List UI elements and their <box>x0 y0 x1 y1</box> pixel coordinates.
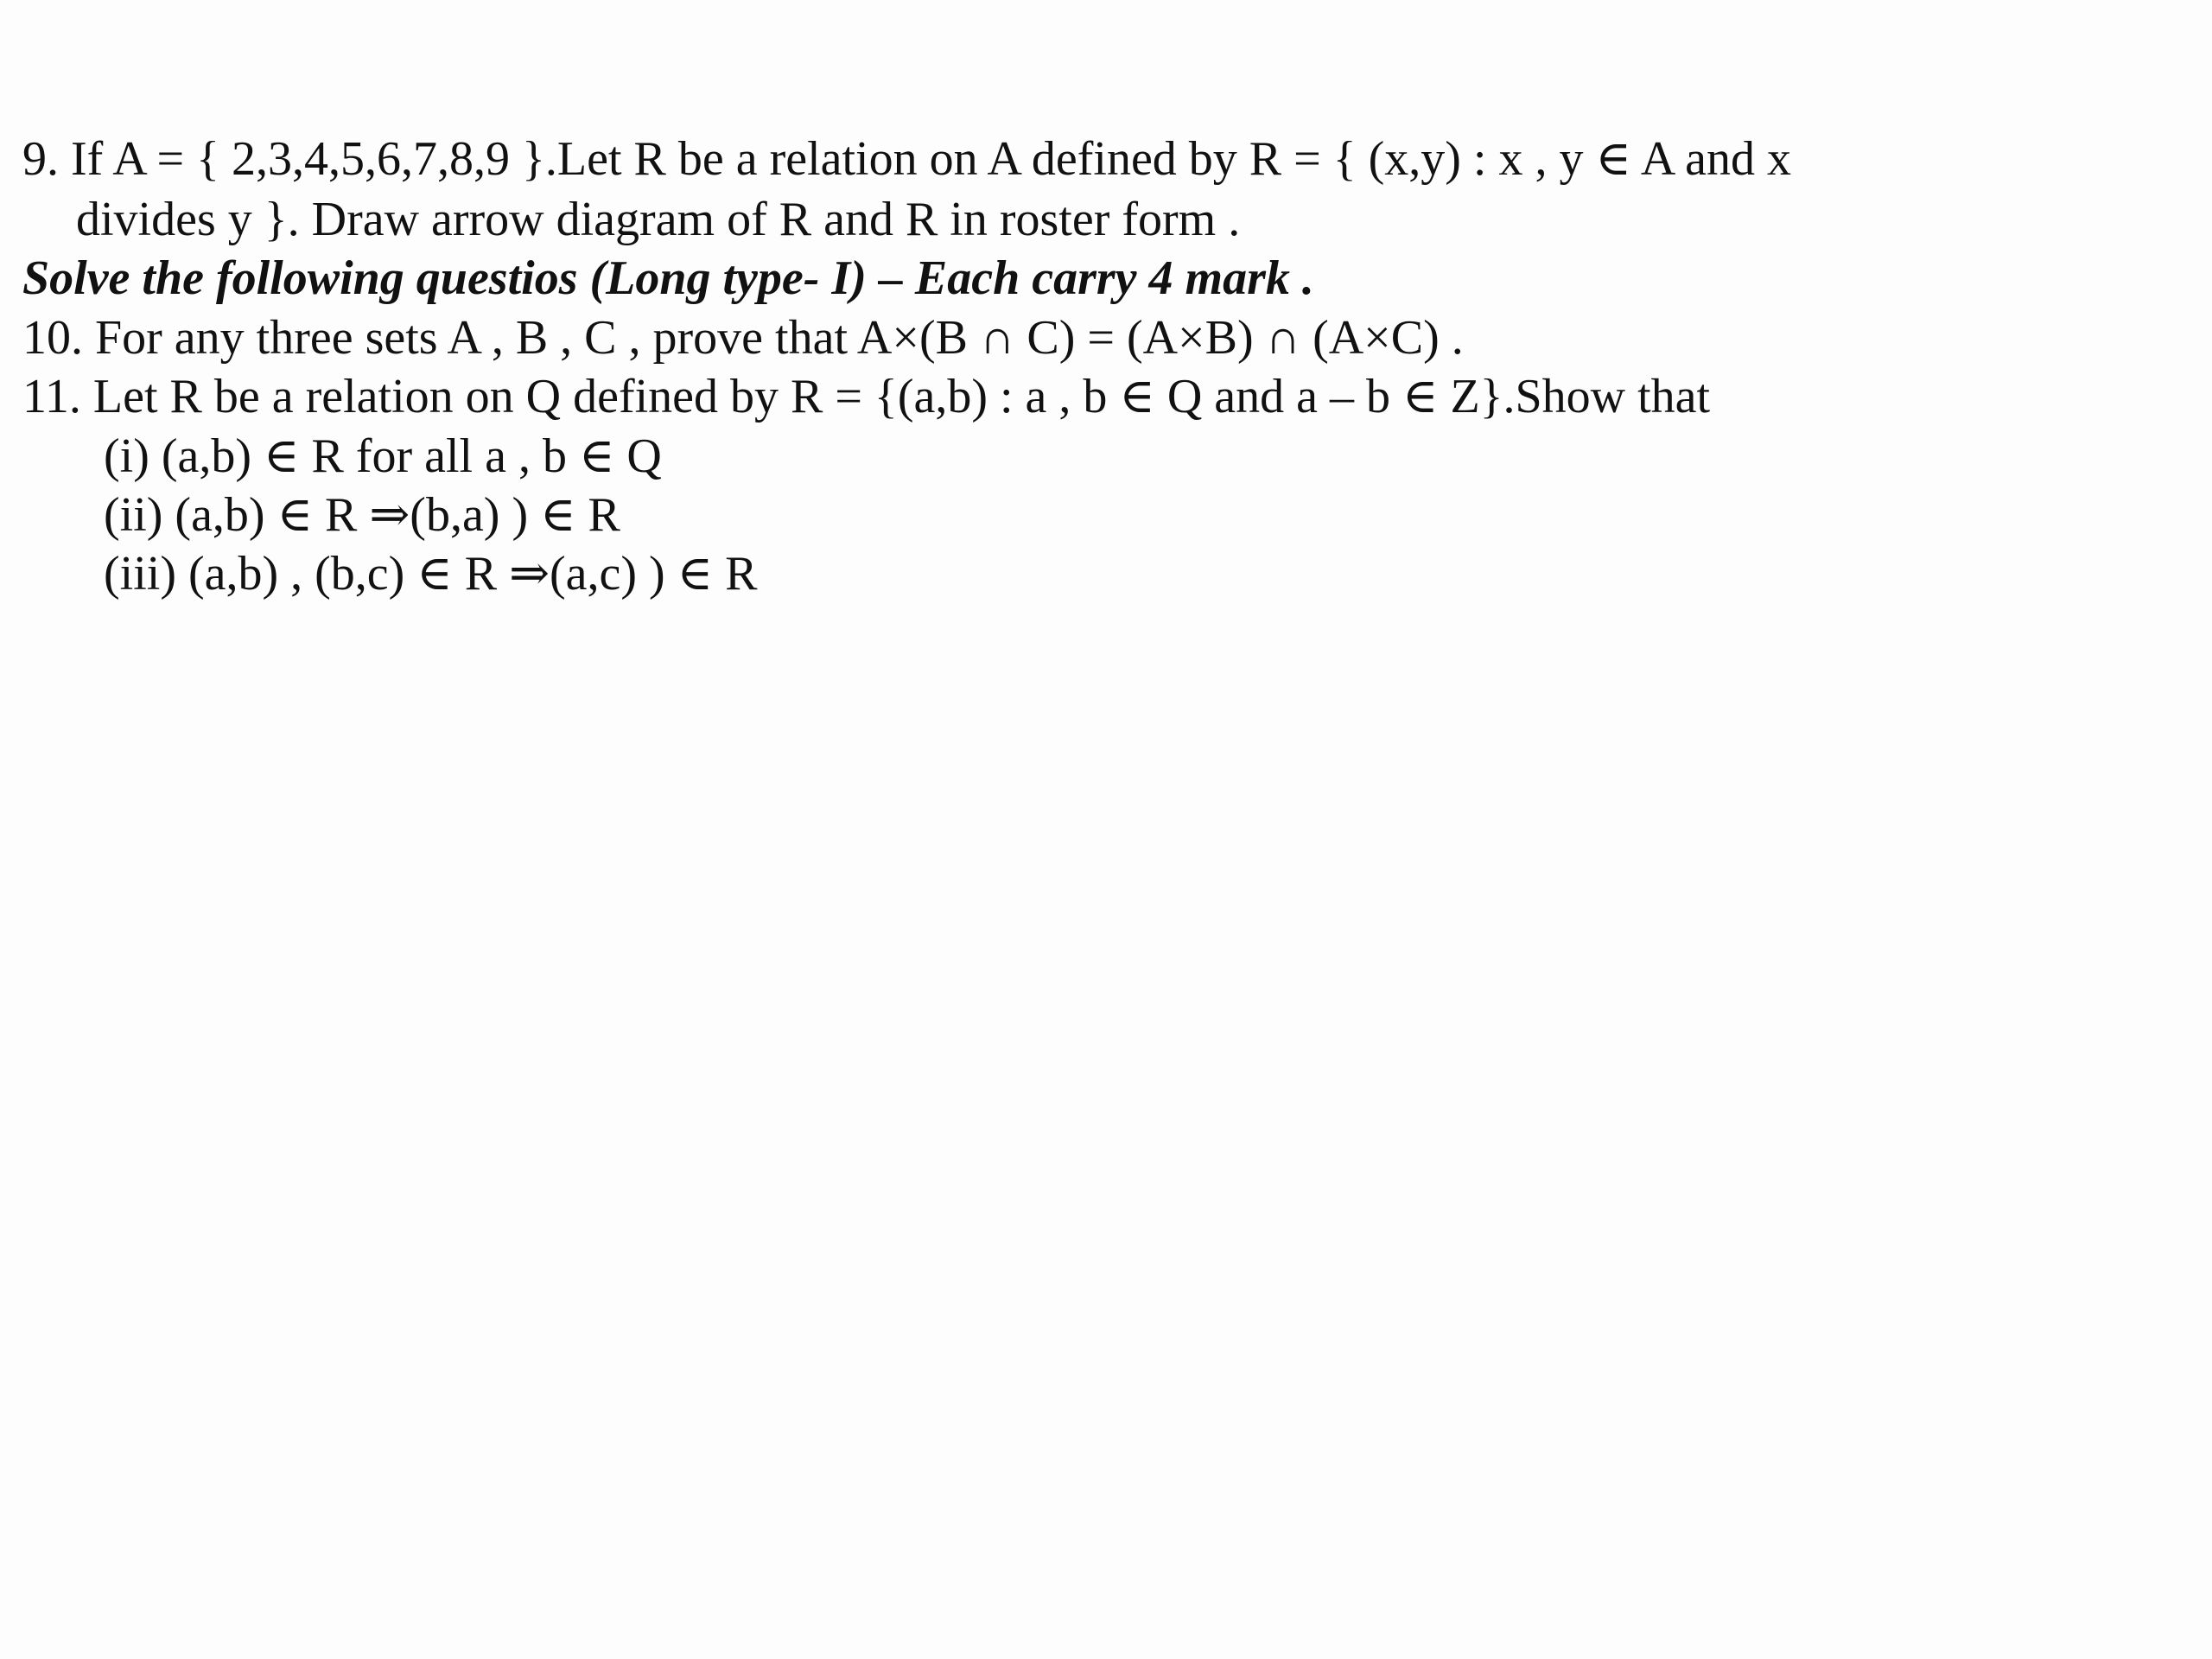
question-11-item-ii: (ii) (a,b) ∈ R ⇒(b,a) ) ∈ R <box>104 488 620 542</box>
question-11-intro: 11. Let R be a relation on Q defined by R = {(a,b) : a , b ∈ Q and a – b ∈ Z}.Show that <box>22 370 1711 423</box>
question-10: 10. For any three sets A , B , C , prove that A×(B ∩ C) = (A×B) ∩ (A×C) . <box>22 311 1464 365</box>
question-9-line-1: 9. If A = { 2,3,4,5,6,7,8,9 }.Let R be a relation on A defined by R = { (x,y) : x , y ∈ A and x <box>22 132 1792 186</box>
question-9-line-2: divides y }. Draw arrow diagram of R and R in roster form . <box>76 193 1241 246</box>
question-11-item-i: (i) (a,b) ∈ R for all a , b ∈ Q <box>104 429 662 483</box>
section-heading: Solve the following questios (Long type- I) – Each carry 4 mark . <box>22 251 1314 305</box>
question-11-item-iii: (iii) (a,b) , (b,c) ∈ R ⇒(a,c) ) ∈ R <box>104 547 758 601</box>
